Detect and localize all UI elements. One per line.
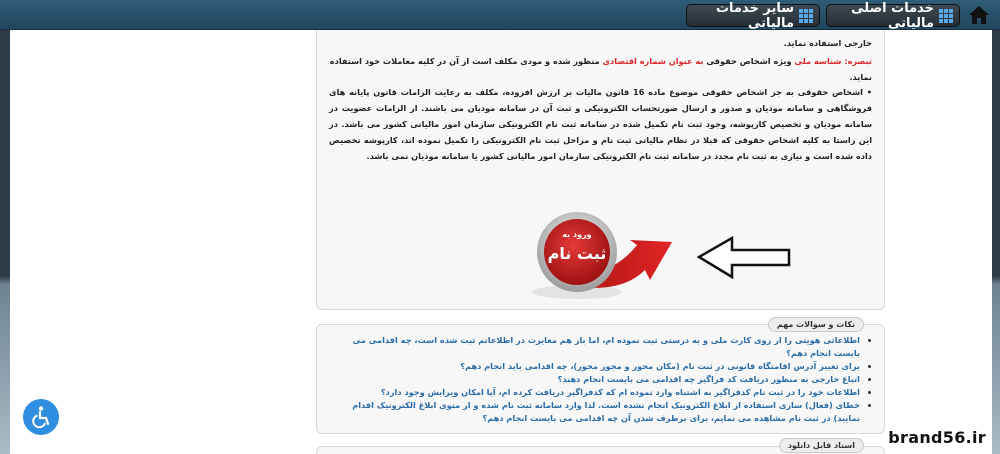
grid-icon <box>939 9 953 23</box>
other-tax-services-label: سایر خدمات مالیاتی <box>715 0 794 31</box>
note-line <box>329 53 872 85</box>
faq-item[interactable]: خطای (فعال) سازی استفاده از ابلاغ الکترونیک انجام نشده است. لذا وارد سامانه ثبت نام شده و از منوی ابلاغ الکترونیک اقدام نمایید) در ثبت نام مشاهده می نمایم، برای برطرف شدن آن چه اقدامی می بایست انجام دهم؟ <box>329 399 874 425</box>
note-legal-persons: ویژه اشخاص حقوقی <box>706 56 792 66</box>
home-icon[interactable] <box>968 4 990 26</box>
faq-list <box>329 334 874 425</box>
important-notes-title: نکات و سوالات مهم <box>768 317 864 332</box>
note-economic-number: به عنوان شماره اقتصادی <box>602 56 704 66</box>
wheelchair-icon <box>29 405 53 429</box>
main-tax-services-menu[interactable] <box>826 0 960 31</box>
banner-small-text: ورود به <box>562 230 592 239</box>
accessibility-button[interactable] <box>23 399 59 435</box>
watermark-text: brand56.ir <box>888 428 986 447</box>
downloads-title: اسناد قابل دانلود <box>779 438 864 453</box>
text-line-intro: خارجی استفاده نماید. <box>783 38 872 48</box>
faq-item[interactable]: اطلاعاتی هویتی را از روی کارت ملی و به درستی ثبت نموده ام، اما باز هم مغایرت در اطلاعاتم ثبت شده است، چه اقدامی می بایست انجام دهم؟ <box>329 334 874 360</box>
right-edge <box>992 30 1000 454</box>
top-navbar <box>0 0 1000 30</box>
register-banner-graphic <box>522 200 692 305</box>
paragraph-text: • اشخاص حقوقی به جز اشخاص حقوقی موضوع ماده 16 قانون مالیات بر ارزش افزوده، مکلف به رعایت الزامات قانون پایانه های فروشگاهی و سامانه مودیان و صدور و ارسال صورتحساب الکترونیکی و ثبت آن در سامانه مودیان می باشند. از الزامات عضویت در سامانه مودیان و تخصیص کارپوشه، وجود ثبت نام تکمیل شده در سامانه ثبت نام الکترونیکی سازمان امور مالیاتی کشور می باشد. در این راستا به کلیه اشخاص حقوقی که قبلا در نظام مالیاتی ثبت نام و مراحل ثبت نام الکترونیکی را تکمیل نموده اند، کارپوشه تخصیص داده شده است و نیازی به ثبت نام مجدد در سامانه ثبت نام الکترونیکی سازمان امور مالیاتی کشور یا سامانه مودیان نمی باشد. <box>329 87 872 161</box>
arrow-left-icon <box>697 235 792 280</box>
legal-persons-paragraph <box>329 84 872 164</box>
downloads-panel <box>316 441 885 454</box>
register-banner[interactable] <box>522 200 692 305</box>
faq-item[interactable]: اتباع خارجی به منظور دریافت کد فراگیر چه اقدامی می بایست انجام دهند؟ <box>329 373 874 386</box>
content-panel <box>316 30 885 310</box>
note-rest: منظور شده و مودی مکلف است از آن در کلیه معاملات خود استفاده نماید. <box>329 56 872 82</box>
grid-icon <box>799 9 813 23</box>
other-tax-services-menu[interactable] <box>686 0 820 31</box>
important-notes-panel <box>316 320 885 434</box>
note-national-id: شناسه ملی <box>794 56 842 66</box>
main-tax-services-label: خدمات اصلی مالیاتی <box>851 0 934 31</box>
note-label: تبصره: <box>844 56 872 66</box>
faq-item[interactable]: اطلاعات خود را در ثبت نام کدفراگیر به اشتباه وارد نموده ام که کدفراگیر دریافت کرده ام، آیا امکان ویرایش وجود دارد؟ <box>329 386 874 399</box>
left-edge <box>0 30 10 454</box>
banner-big-text: ثبت نام <box>547 244 607 263</box>
faq-item[interactable]: برای تغییر آدرس اقامتگاه قانونی در ثبت نام (مکان محور و مجوز محور)، چه اقدامی باید انجام دهم؟ <box>329 360 874 373</box>
